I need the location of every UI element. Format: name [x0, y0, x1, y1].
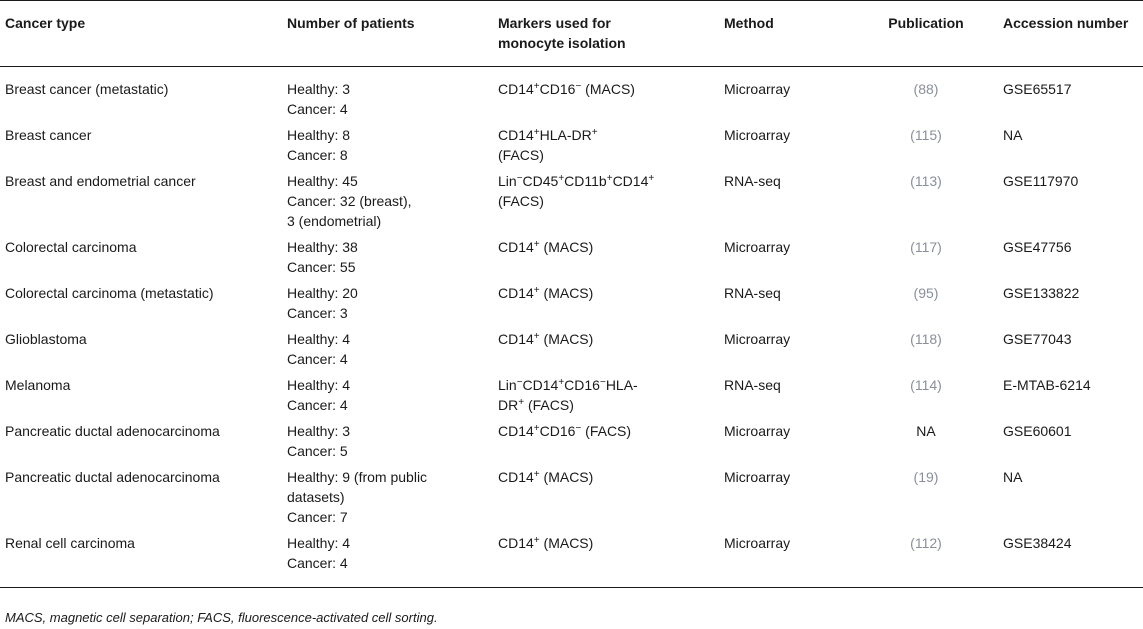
table-row: [0, 418, 1143, 464]
marker-superscript: +: [533, 81, 540, 92]
cell-markers: [498, 464, 724, 530]
reference-link[interactable]: 113: [914, 173, 938, 189]
markers-line: [498, 79, 724, 99]
patients-line: Cancer: 5: [287, 443, 348, 459]
markers-line: [498, 171, 724, 191]
cell-cancer-type: Glioblastoma: [5, 331, 87, 347]
marker-text: CD14: [498, 423, 534, 439]
marker-superscript: −: [516, 377, 523, 388]
cell-cancer-type: Renal cell carcinoma: [0, 530, 287, 588]
header-label: Markers used for: [498, 15, 611, 31]
cell-number-of-patients: [287, 168, 498, 234]
markers-line: [498, 237, 724, 257]
cell-publication: [856, 234, 996, 280]
table-row: [0, 530, 1143, 588]
marker-text: CD16: [539, 81, 576, 97]
patients-line: Healthy: 4: [287, 535, 351, 551]
marker-superscript: −: [575, 423, 582, 434]
table-row: [0, 234, 1143, 280]
cell-cancer-type: Breast cancer (metastatic): [5, 81, 169, 97]
cell-accession-number: GSE117970: [1003, 173, 1079, 189]
header-label: Method: [724, 15, 774, 31]
cell-method: Microarray: [724, 239, 791, 255]
cell-cancer-type: Breast and endometrial cancer: [5, 173, 196, 189]
markers-line: [498, 145, 724, 165]
publication-na: NA: [916, 423, 936, 439]
table-row: [0, 464, 1143, 530]
cell-publication: [856, 122, 996, 168]
cell-method: Microarray: [724, 127, 791, 143]
patients-line: Healthy: 45: [287, 173, 358, 189]
table-row: [0, 122, 1143, 168]
cell-markers: [498, 168, 724, 234]
cell-publication: [856, 326, 996, 372]
marker-superscript: +: [591, 127, 598, 138]
patients-line: Healthy: 3: [287, 81, 351, 97]
cell-method: Microarray: [724, 81, 791, 97]
marker-text: (MACS): [539, 239, 594, 255]
cell-method: RNA-seq: [724, 173, 781, 189]
cell-accession-number: GSE77043: [1003, 331, 1072, 347]
cell-method: Microarray: [724, 469, 791, 485]
patients-line: Healthy: 4: [287, 331, 351, 347]
marker-superscript: −: [516, 173, 523, 184]
cell-number-of-patients: [287, 372, 498, 418]
table-row: [0, 372, 1143, 418]
header-markers: [498, 1, 724, 67]
cell-publication: [856, 168, 996, 234]
marker-text: CD14: [498, 469, 534, 485]
marker-text: CD16: [539, 423, 576, 439]
cell-accession-number: GSE47756: [1003, 239, 1072, 255]
cell-markers: [498, 418, 724, 464]
cell-publication: [856, 280, 996, 326]
publication-reference: (117): [910, 239, 942, 255]
cell-accession-number: GSE38424: [996, 530, 1143, 588]
marker-text: CD16: [564, 377, 600, 393]
marker-text: (MACS): [539, 331, 594, 347]
header-label: Publication: [888, 15, 964, 31]
marker-superscript: +: [558, 377, 565, 388]
patients-line: Cancer: 8: [287, 147, 348, 163]
patients-line: Cancer: 3: [287, 305, 348, 321]
marker-text: CD45: [522, 173, 559, 189]
patients-line: Cancer: 4: [287, 555, 348, 571]
patients-line: Healthy: 8: [287, 127, 351, 143]
markers-line: [498, 191, 724, 211]
cell-cancer-type: Colorectal carcinoma (metastatic): [5, 285, 214, 301]
cell-publication: [856, 530, 996, 588]
markers-line: [498, 467, 724, 487]
patients-line: Cancer: 55: [287, 259, 356, 275]
cell-number-of-patients: [287, 234, 498, 280]
marker-superscript: +: [533, 331, 540, 342]
marker-text: (FACS): [581, 423, 632, 439]
markers-line: [498, 533, 724, 553]
header-label: Accession number: [1003, 15, 1129, 31]
patients-line: Healthy: 4: [287, 377, 351, 393]
table-row: [0, 326, 1143, 372]
cell-number-of-patients: [287, 326, 498, 372]
marker-text: (MACS): [581, 81, 635, 97]
marker-text: CD14: [498, 331, 534, 347]
markers-line: [498, 395, 724, 415]
cell-number-of-patients: [287, 530, 498, 588]
cell-method: Microarray: [724, 530, 856, 588]
reference-link[interactable]: 117: [914, 239, 938, 255]
marker-superscript: +: [533, 285, 540, 296]
cell-method: RNA-seq: [724, 377, 781, 393]
table-row: [0, 280, 1143, 326]
cell-publication: [856, 372, 996, 418]
cell-number-of-patients: [287, 122, 498, 168]
marker-superscript: −: [575, 81, 582, 92]
marker-text: (FACS): [498, 193, 544, 209]
cell-number-of-patients: [287, 67, 498, 123]
marker-text: (MACS): [539, 469, 594, 485]
marker-text: (MACS): [539, 535, 594, 551]
table-row: [0, 67, 1143, 123]
patients-line: Cancer: 4: [287, 397, 348, 413]
markers-line: [498, 375, 724, 395]
patients-line: Healthy: 3: [287, 423, 351, 439]
cell-markers: [498, 280, 724, 326]
marker-text: (FACS): [498, 147, 544, 163]
cell-cancer-type: Melanoma: [5, 377, 71, 393]
cell-accession-number: GSE60601: [1003, 423, 1072, 439]
patients-line: Healthy: 20: [287, 285, 358, 301]
table-body: [0, 67, 1143, 588]
marker-superscript: +: [533, 469, 540, 480]
marker-superscript: −: [599, 377, 606, 388]
table-footnote: MACS, magnetic cell separation; FACS, fluorescence-activated cell sorting.: [5, 610, 438, 625]
cell-accession-number: NA: [1003, 469, 1023, 485]
marker-superscript: +: [533, 127, 540, 138]
reference-link[interactable]: 115: [914, 127, 938, 143]
publication-reference: (118): [910, 331, 942, 347]
markers-line: [498, 125, 724, 145]
publication-reference: (88): [913, 81, 939, 97]
cell-cancer-type: Pancreatic ductal adenocarcinoma: [5, 423, 220, 439]
reference-link[interactable]: 88: [918, 81, 934, 97]
patients-line: Cancer: 7: [287, 509, 348, 525]
cell-markers: [498, 372, 724, 418]
marker-text: HLA-: [605, 377, 638, 393]
marker-text: (FACS): [524, 397, 574, 413]
marker-text: CD14: [498, 127, 534, 143]
cell-cancer-type: Colorectal carcinoma: [5, 239, 137, 255]
cell-markers: [498, 530, 724, 588]
header-label: monocyte isolation: [498, 35, 626, 51]
cell-markers: [498, 326, 724, 372]
markers-line: [498, 283, 724, 303]
cell-accession-number: E-MTAB-6214: [1003, 377, 1091, 393]
publication-reference: (112): [910, 535, 942, 551]
marker-text: CD14: [498, 81, 534, 97]
reference-link[interactable]: 19: [918, 469, 934, 485]
cell-number-of-patients: [287, 418, 498, 464]
header-publication: [856, 1, 996, 67]
publication-reference: (115): [910, 127, 942, 143]
markers-line: [498, 329, 724, 349]
publication-reference: (113): [910, 173, 942, 189]
publication-reference: (19): [913, 469, 939, 485]
patients-line: 3 (endometrial): [287, 213, 382, 229]
markers-line: [498, 421, 724, 441]
cell-markers: [498, 67, 724, 123]
marker-superscript: +: [558, 173, 565, 184]
cell-method: Microarray: [724, 423, 791, 439]
patients-line: Cancer: 32 (breast),: [287, 193, 412, 209]
marker-text: DR: [498, 397, 519, 413]
table-row: [0, 168, 1143, 234]
header-method: [724, 1, 856, 67]
marker-text: CD14: [498, 285, 534, 301]
marker-text: (MACS): [539, 285, 594, 301]
marker-text: CD14: [498, 239, 534, 255]
marker-text: Lin: [498, 377, 517, 393]
cell-markers: [498, 234, 724, 280]
header-cancer-type: [0, 1, 287, 67]
cell-accession-number: NA: [1003, 127, 1023, 143]
header-accession-number: [996, 1, 1143, 67]
reference-link[interactable]: 118: [914, 331, 938, 347]
cell-accession-number: GSE65517: [1003, 81, 1072, 97]
cell-method: Microarray: [724, 331, 791, 347]
marker-superscript: +: [533, 239, 540, 250]
patients-line: datasets): [287, 489, 345, 505]
header-number-of-patients: [287, 1, 498, 67]
marker-text: HLA-DR: [539, 127, 592, 143]
marker-superscript: +: [533, 423, 540, 434]
marker-text: CD14: [498, 535, 534, 551]
marker-text: CD11b: [564, 173, 607, 189]
cell-accession-number: GSE133822: [1003, 285, 1080, 301]
patients-line: Cancer: 4: [287, 101, 348, 117]
header-label: Cancer type: [5, 15, 86, 31]
patients-line: Healthy: 38: [287, 239, 358, 255]
marker-text: Lin: [498, 173, 517, 189]
marker-text: CD14: [612, 173, 649, 189]
cell-number-of-patients: [287, 464, 498, 530]
table-header-row: [0, 1, 1143, 67]
publication-reference: (114): [910, 377, 942, 393]
header-label: Number of patients: [287, 15, 415, 31]
patients-line: Cancer: 4: [287, 351, 348, 367]
cell-method: RNA-seq: [724, 285, 781, 301]
patients-line: Healthy: 9 (from public: [287, 469, 428, 485]
cell-cancer-type: Breast cancer: [5, 127, 92, 143]
cell-publication: [856, 464, 996, 530]
cell-cancer-type: Pancreatic ductal adenocarcinoma: [5, 469, 220, 485]
marker-superscript: +: [518, 397, 525, 408]
reference-link[interactable]: 95: [918, 285, 934, 301]
marker-superscript: +: [533, 535, 540, 546]
cell-publication: [856, 67, 996, 123]
cell-number-of-patients: [287, 280, 498, 326]
marker-superscript: +: [648, 173, 655, 184]
marker-text: CD14: [522, 377, 559, 393]
marker-superscript: +: [606, 173, 613, 184]
reference-link[interactable]: 114: [914, 377, 938, 393]
cell-markers: [498, 122, 724, 168]
publication-reference: (95): [913, 285, 939, 301]
reference-link[interactable]: 112: [914, 535, 938, 551]
cell-publication: [856, 418, 996, 464]
